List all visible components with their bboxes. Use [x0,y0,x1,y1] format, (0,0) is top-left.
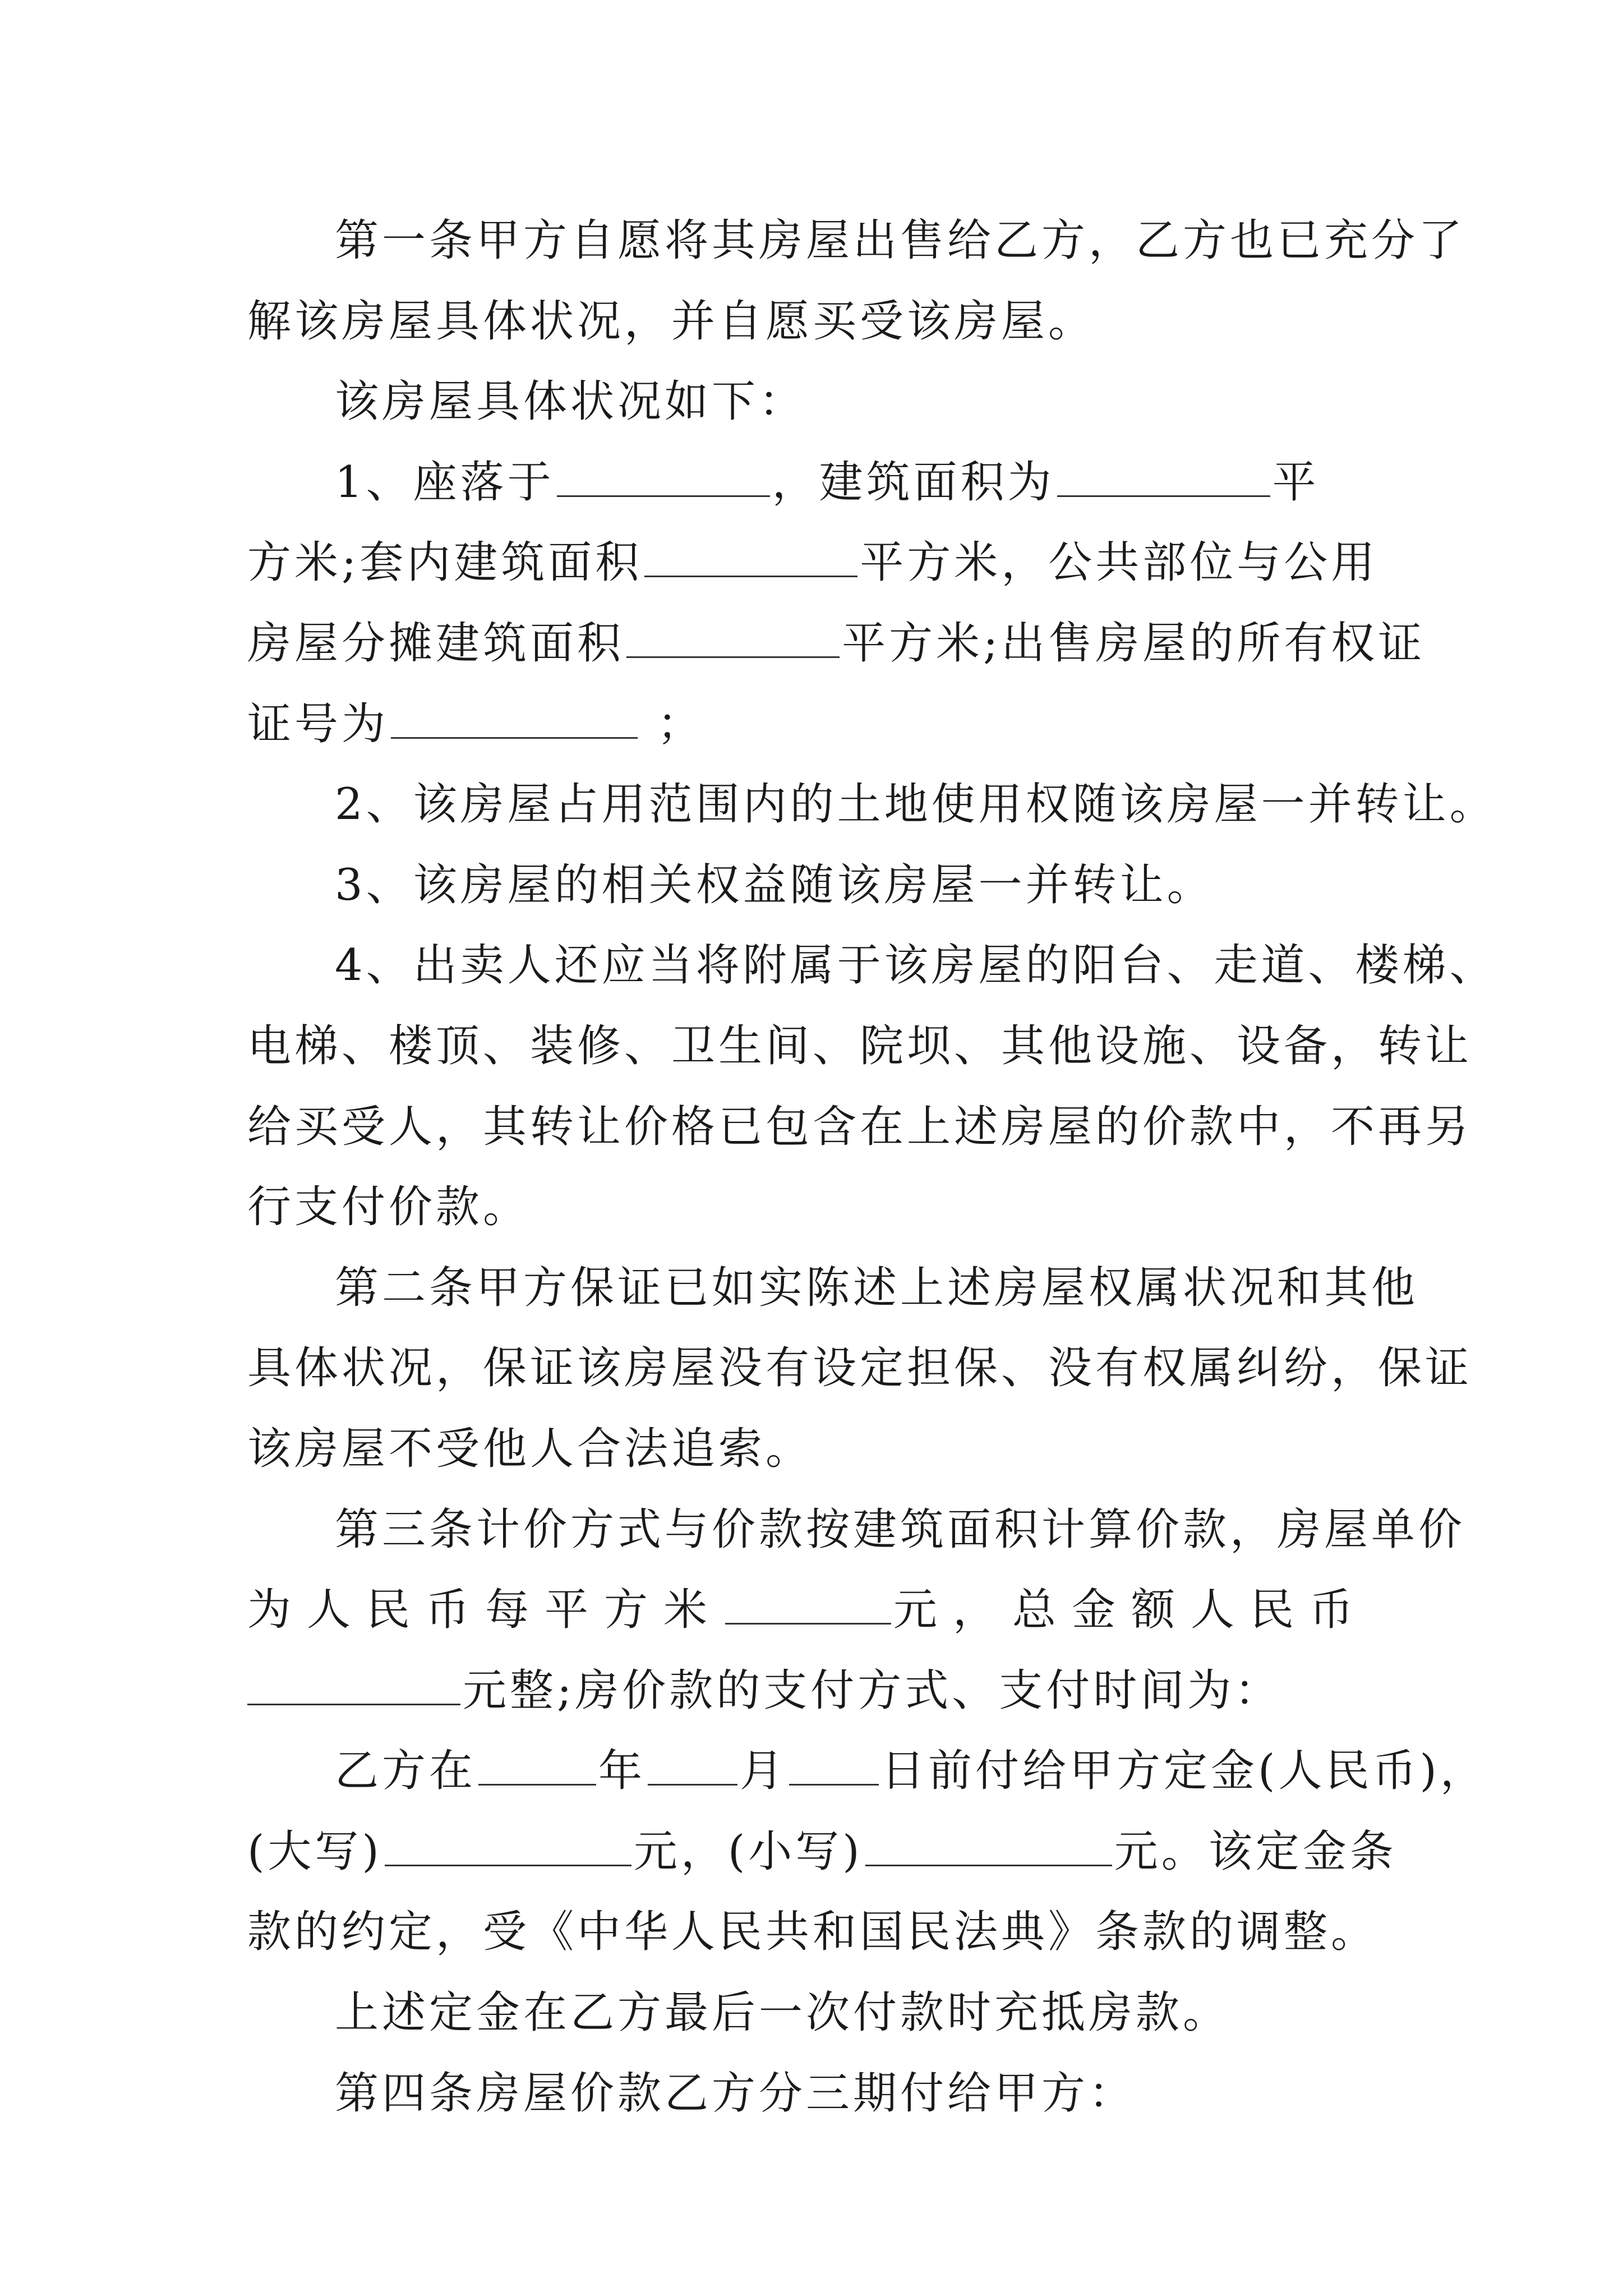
text-line [247,1570,1369,1651]
text-line [247,1731,1487,1812]
text-segment: 元。该定金条 [1114,1826,1397,1877]
shared-area-blank[interactable] [626,616,840,658]
text-line [247,201,1466,282]
text-segment: 3、该房屋的相关权益随该房屋一并转让。 [335,859,1214,910]
text-line [247,1087,1473,1168]
text-segment: 电梯、楼顶、装修、卫生间、院坝、其他设施、设备，转让 [247,1020,1473,1071]
text-line [247,1328,1473,1409]
text-line [247,443,1369,523]
text-segment: 具体状况，保证该房屋没有设定担保、没有权属纠纷，保证 [247,1343,1473,1394]
text-segment: 平方米;出售房屋的所有权证 [842,618,1426,669]
text-segment: 乙方在 [335,1746,477,1797]
deposit-lowercase-blank[interactable] [865,1824,1112,1866]
text-segment: 年 [598,1746,646,1797]
text-segment: ； [640,698,704,749]
text-segment: 第二条甲方保证已如实陈述上述房屋权属状况和其他 [335,1262,1419,1313]
text-line [247,1167,1369,1248]
day-blank[interactable] [789,1743,879,1786]
deposit-uppercase-blank[interactable] [385,1824,631,1866]
certificate-number-blank[interactable] [391,697,638,739]
text-segment: 2、该房屋占用范围内的土地使用权随该房屋一并转让。 [335,779,1497,830]
text-segment: 日前付给甲方定金(人民币)， [881,1746,1487,1797]
year-blank[interactable] [478,1743,596,1786]
text-segment: 房屋分摊建筑面积 [247,618,625,669]
text-segment: 元整;房价款的支付方式、支付时间为： [463,1665,1282,1716]
text-segment: 证号为 [247,698,389,749]
text-line [247,523,1378,604]
text-segment: (大写) [247,1826,382,1877]
text-segment: 上述定金在乙方最后一次付款时充抵房款。 [335,1987,1230,2039]
text-line [247,604,1426,684]
text-segment: 元，(小写) [633,1826,863,1877]
text-line [247,926,1497,1006]
text-line [247,1248,1419,1329]
text-segment: 方米;套内建筑面积 [247,537,643,588]
text-segment: 元，总金额人民币 [893,1585,1369,1636]
location-blank[interactable] [557,455,770,497]
text-segment: 平方米，公共部位与公用 [860,537,1378,588]
text-line [247,765,1497,845]
text-line [247,1892,1378,1973]
text-line [247,1490,1466,1571]
text-line [247,684,1369,765]
month-blank[interactable] [648,1743,737,1786]
text-segment: 该房屋具体状况如下： [335,376,806,427]
text-segment: 1、座落于 [335,457,555,508]
text-segment: 第一条甲方自愿将其房屋出售给乙方，乙方也已充分了 [335,215,1466,266]
text-segment: 4、出卖人还应当将附属于该房屋的阳台、走道、楼梯、 [335,940,1497,991]
justified-line [247,1570,1369,1651]
text-segment: 给买受人，其转让价格已包含在上述房屋的价款中，不再另 [247,1101,1473,1152]
text-line [247,1973,1369,2054]
inner-area-blank[interactable] [644,535,857,577]
unit-price-blank[interactable] [725,1582,891,1625]
text-segment: 款的约定，受《中华人民共和国民法典》条款的调整。 [247,1907,1378,1958]
text-line [247,845,1369,926]
text-segment: 月 [740,1746,787,1797]
text-segment: 平 [1272,457,1320,508]
text-segment: 解该房屋具体状况，并自愿买受该房屋。 [247,296,1096,347]
text-segment: 第三条计价方式与价款按建筑面积计算价款，房屋单价 [335,1504,1466,1555]
building-area-blank[interactable] [1057,455,1270,497]
text-segment: 为人民币每平方米 [247,1585,723,1636]
text-line [247,282,1369,362]
text-line [247,1651,1369,1732]
text-segment: 行支付价款。 [247,1182,531,1233]
total-amount-blank[interactable] [247,1663,460,1705]
text-line [247,2054,1369,2134]
text-segment: 该房屋不受他人合法追索。 [247,1423,813,1474]
text-segment: 第四条房屋价款乙方分三期付给甲方： [335,2068,1136,2119]
text-segment: ，建筑面积为 [772,457,1055,508]
contract-body [247,201,1497,2134]
text-line [247,1812,1397,1893]
text-line [247,1006,1473,1087]
text-line [247,362,1369,443]
text-line [247,1409,1369,1490]
